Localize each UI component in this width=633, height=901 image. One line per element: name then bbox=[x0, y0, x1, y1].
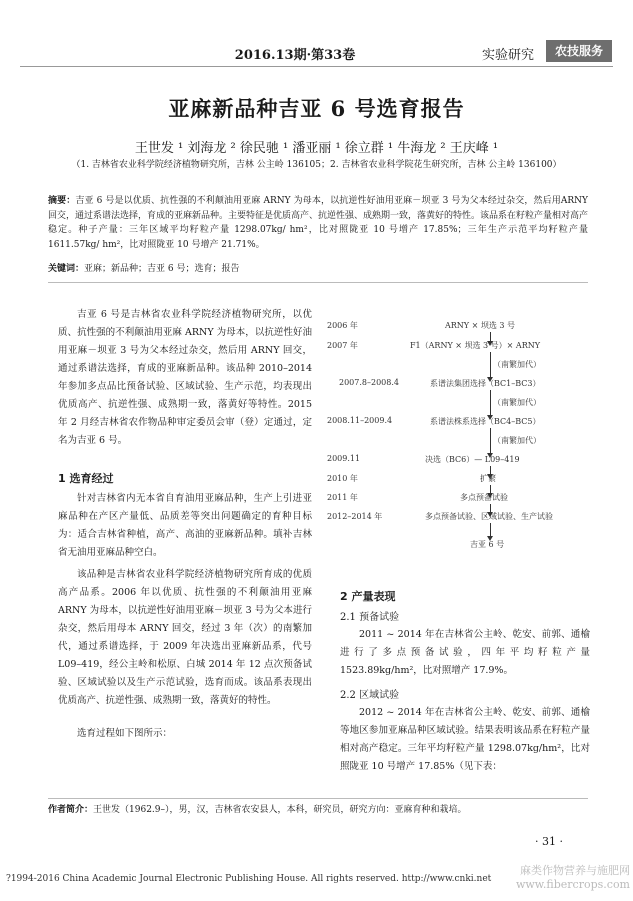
flow-step: F1（ARNY × 坝选 3 号）× ARNY bbox=[410, 341, 541, 350]
author-footnote bbox=[48, 803, 608, 818]
flow-note: （南繁加代） bbox=[493, 398, 541, 407]
flow-note: （南繁加代） bbox=[493, 360, 541, 369]
flow-year: 2007 年 bbox=[327, 341, 358, 350]
flow-arrow bbox=[490, 390, 491, 416]
section-2-1-heading: 2.1 预备试验 bbox=[340, 612, 400, 623]
flow-result: 吉亚 6 号 bbox=[470, 540, 505, 549]
flow-step: 决选（BC6）— L09–419 bbox=[425, 455, 520, 464]
affiliation: （1. 吉林省农业科学院经济植物研究所，吉林 公主岭 136105；2. 吉林省农业科学院花生研究所，吉林 公主岭 136100） bbox=[71, 160, 562, 170]
flow-year: 2009.11 bbox=[327, 454, 361, 463]
section-2-1-paragraph: 2011 ~ 2014 年在吉林省公主岭、乾安、前郭、通榆进行了多点预备试验，四年平均籽粒产量 1523.89kg/hm²，比对照增产 17.9%。 bbox=[340, 629, 590, 676]
section-label: 实验研究 bbox=[482, 48, 535, 63]
flow-year: 2008.11–2009.4 bbox=[327, 416, 393, 425]
flow-arrow bbox=[490, 428, 491, 454]
footnote-rule bbox=[48, 798, 588, 799]
column-badge: 农技服务 bbox=[546, 40, 612, 62]
flow-year: 2010 年 bbox=[327, 474, 358, 483]
copyright-line: ?1994-2016 China Academic Journal Electronic Publishing House. All rights reserved. http://www.cnki.net bbox=[6, 874, 492, 884]
abstract-label: 摘要： bbox=[48, 196, 76, 206]
keywords bbox=[48, 262, 588, 277]
author-list: 王世发 ¹ 刘海龙 ² 徐民驰 ¹ 潘亚丽 ¹ 徐立群 ¹ 牛海龙 ² 王庆峰 ¹ bbox=[134, 141, 499, 156]
section-2-heading: 2 产量表现 bbox=[340, 590, 396, 603]
footnote-label: 作者简介： bbox=[48, 805, 94, 815]
flow-year: 2006 年 bbox=[327, 321, 358, 330]
section-2-2-heading: 2.2 区域试验 bbox=[340, 690, 400, 701]
article-title: 亚麻新品种吉亚 6 号选育报告 bbox=[168, 96, 465, 121]
flow-step: 扩繁 bbox=[480, 474, 496, 483]
flow-year: 2007.8–2008.4 bbox=[339, 378, 399, 387]
breeding-flowchart bbox=[325, 315, 595, 565]
site-watermark: 麻类作物营养与施肥网 www.fibercrops.com bbox=[515, 864, 630, 891]
intro-paragraph: 吉亚 6 号是吉林省农业科学院经济植物研究所，以优质、抗性强的不利颠油用亚麻 ARNY 为母本，以抗逆性好油用亚麻－坝亚 3 号为父本经过杂交，然后用 ARNY 回交，通过系谱法选择，育成的亚麻新品种。该品种 2010–2014 年参加多点品比预备试验、区域试验、生产示范，均表现出优质高产、抗逆性强、成熟期一致，落黄好等特性。2015 年 2 月经吉林省农作物品种审定委员会审（登）定通过，定名为吉亚 6 号。 bbox=[58, 309, 312, 446]
section-1-heading: 1 选育经过 bbox=[58, 472, 114, 485]
section-1-paragraph-2: 该品种是吉林省农业科学院经济植物研究所育成的优质高产品系。2006 年以优质、抗性强的不利颠油用亚麻 ARNY 为母本，以抗逆性好油用亚麻－坝亚 3 号为父本进行杂交，然后用母本 ARNY 回交，经过 3 年（次）的南繁加代，通过系谱选择，于 2009 年决选出亚麻新品系，代号 L09–419，经公主岭和松原、白城 2014 年 12 点次预备试验、区域试验以及生产示范试验，选育而成。该品系表现出优质高产、抗逆性强、成熟期一致，落黄好的特性。 bbox=[58, 569, 312, 706]
abstract bbox=[48, 194, 588, 252]
flow-arrow bbox=[490, 352, 491, 378]
issue-label: 2016.13期·第33卷 bbox=[234, 48, 356, 63]
keywords-text: 亚麻；新品种；吉亚 6 号；选育；报告 bbox=[84, 264, 240, 274]
page-number: · 31 · bbox=[535, 835, 563, 848]
abstract-rule bbox=[48, 282, 588, 283]
keywords-label: 关键词： bbox=[48, 264, 85, 274]
footnote-text: 王世发（1962.9–），男，汉，吉林省农安县人，本科，研究员，研究方向：亚麻育种和栽培。 bbox=[93, 805, 467, 815]
flow-note: （南繁加代） bbox=[493, 436, 541, 445]
flow-year: 2011 年 bbox=[327, 493, 358, 502]
flow-arrow bbox=[490, 523, 491, 537]
section-2-2-paragraph: 2012 ~ 2014 年在吉林省公主岭、乾安、前郭、通榆等地区参加亚麻品种区域试验。结果表明该品系在籽粒产量相对高产稳定。三年平均籽粒产量 1298.07kg/hm²，比对照陇亚 10 号增产 17.85%（见下表： bbox=[340, 707, 590, 772]
flow-step: 多点预备试验 bbox=[460, 493, 508, 502]
flow-step: 多点预备试验、区域试验、生产试验 bbox=[425, 512, 553, 521]
header-rule bbox=[20, 66, 613, 67]
abstract-text: 吉亚 6 号是以优质、抗性强的不利颠油用亚麻 ARNY 为母本，以抗逆性好油用亚麻－坝亚 3 号为父本经过杂交，然后用ARNY 回交，通过系谱法选择，育成的亚麻新品种。主要特征是优质高产、抗逆性强、成熟期一致，落黄好的特性。该品系在籽粒产量相对高产稳定。种子产量：三年区域平均籽粒产量 1298.07kg/ hm²，比对照陇亚 10 号增产 17.85%；三年生产示范平均籽粒产量 1611.57kg/ hm²，比对照陇亚 10 号增产 21.71%。 bbox=[48, 196, 589, 250]
flow-step: 系谱法株系选择（BC4–BC5） bbox=[430, 417, 541, 426]
flow-step: ARNY × 坝选 3 号 bbox=[445, 321, 516, 330]
flow-year: 2012–2014 年 bbox=[327, 512, 383, 521]
section-1-paragraph-1: 针对吉林省内无本省自育油用亚麻品种，生产上引进亚麻品种在产区产量低、品质差等突出问题确定的育种目标为：适合吉林省种植，高产、高油的亚麻新品种。填补吉林省无油用亚麻品种空白。 bbox=[58, 493, 312, 558]
flow-step: 系谱法集团选择（BC1–BC3） bbox=[430, 379, 541, 388]
section-1-paragraph-3: 选育过程如下图所示： bbox=[77, 728, 173, 739]
